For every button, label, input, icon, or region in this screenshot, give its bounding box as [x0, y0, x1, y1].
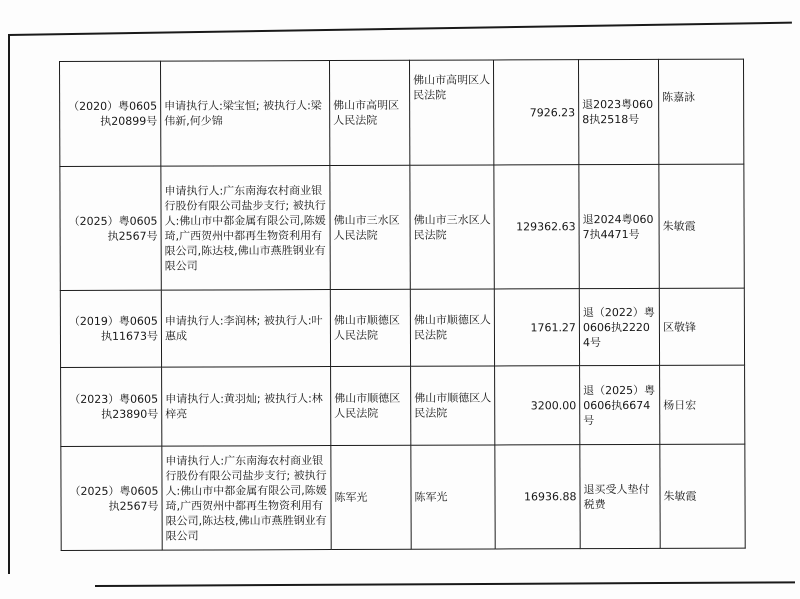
handler-cell: 朱敏霞 — [660, 444, 745, 548]
parties-cell: 申请执行人:李润林; 被执行人:叶惠成 — [161, 290, 330, 368]
amount-cell: 7926.23 — [493, 60, 578, 165]
refund-note-cell: 退（2025）粤0606执6674号 — [580, 365, 660, 444]
case-number-cell: （2025）粤0605执2567号 — [61, 446, 162, 550]
handler-cell: 区敬锋 — [659, 288, 744, 365]
receiving-court-cell: 佛山市顺德区人民法院 — [410, 289, 494, 366]
page-edge-bottom — [95, 581, 795, 587]
table-row — [60, 164, 744, 290]
receiving-court-cell: 佛山市顺德区人民法院 — [411, 366, 495, 445]
case-refund-table — [59, 59, 746, 551]
court-cell: 佛山市高明区人民法院 — [330, 60, 410, 165]
refund-note-cell: 退2023粤0608执2518号 — [578, 59, 658, 164]
table-row — [60, 59, 744, 166]
amount-cell: 129362.63 — [494, 165, 579, 289]
court-cell: 佛山市顺德区人民法院 — [330, 289, 410, 366]
court-cell: 佛山市三水区人民法院 — [330, 165, 410, 289]
amount-cell: 16936.88 — [495, 445, 580, 549]
case-number-cell: （2023）粤0605执23890号 — [61, 367, 162, 446]
parties-cell: 申请执行人:广东南海农村商业银行股份有限公司盐步支行; 被执行人:佛山市中都金属有限公司,陈媛琦,广西贺州中都再生物资利用有限公司,陈达枝,佛山市燕胜钢业有限公司 — [162, 446, 331, 551]
refund-note-cell: 退2024粤0607执4471号 — [579, 164, 659, 288]
receiving-court-cell: 佛山市高明区人民法院 — [409, 60, 493, 165]
refund-note-cell: 退（2022）粤0606执22204号 — [579, 288, 659, 365]
page-edge-top — [8, 22, 792, 36]
amount-cell: 3200.00 — [495, 366, 580, 445]
court-cell: 陈军光 — [331, 445, 411, 549]
parties-cell: 申请执行人:广东南海农村商业银行股份有限公司盐步支行; 被执行人:佛山市中都金属有限公司,陈媛琦,广西贺州中都再生物资利用有限公司,陈达枝,佛山市燕胜钢业有限公司 — [161, 166, 330, 291]
amount-cell: 1761.27 — [494, 289, 579, 366]
case-number-cell: （2025）粤0605执2567号 — [60, 166, 161, 290]
case-number-cell: （2019）粤0605执11673号 — [60, 290, 161, 367]
refund-note-cell: 退买受人垫付税费 — [580, 444, 660, 548]
table-row — [61, 444, 745, 550]
case-number-cell: （2020）粤0605执20899号 — [60, 61, 161, 166]
parties-cell: 申请执行人:梁宝恒; 被执行人:梁伟新,何少锦 — [161, 61, 330, 167]
table-row — [61, 365, 745, 446]
handler-cell: 陈嘉詠 — [658, 59, 743, 164]
handler-cell: 杨日宏 — [660, 365, 745, 444]
parties-cell: 申请执行人:黄羽灿; 被执行人:林梓亮 — [162, 367, 331, 447]
receiving-court-cell: 陈军光 — [411, 445, 495, 549]
page-edge-left — [8, 34, 10, 574]
handler-cell: 朱敏霞 — [659, 164, 744, 288]
court-cell: 佛山市顺德区人民法院 — [331, 366, 411, 445]
table-row — [60, 288, 744, 367]
receiving-court-cell: 佛山市三水区人民法院 — [410, 165, 494, 289]
